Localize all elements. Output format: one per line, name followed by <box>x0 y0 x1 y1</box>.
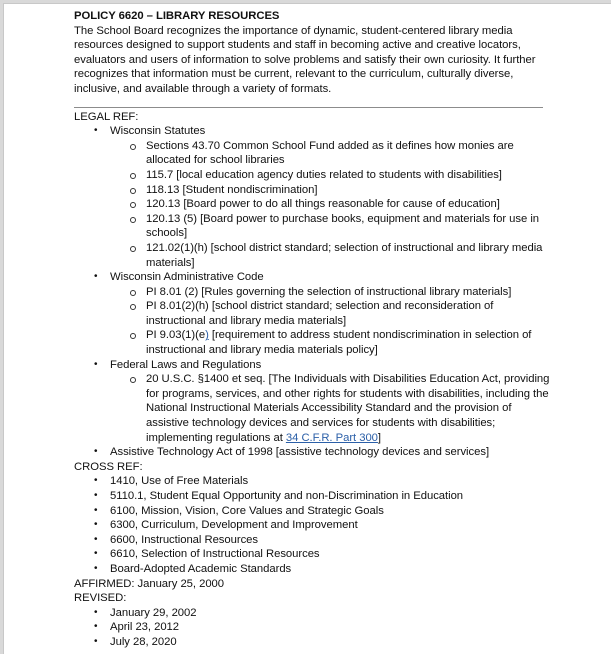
group-label: Federal Laws and Regulations <box>110 358 262 371</box>
cfr-part-300-link[interactable]: 34 C.F.R. Part 300 <box>285 431 378 444</box>
list-item <box>110 212 554 241</box>
affirmed-date: AFFIRMED: January 25, 2000 <box>74 577 225 590</box>
circle-bullet-icon <box>130 144 136 150</box>
list-item-text: 6600, Instructional Resources <box>110 533 259 546</box>
cross-ref-label: CROSS REF: <box>74 460 143 473</box>
legal-ref-group-assistive-tech-act <box>74 445 554 460</box>
list-item-text: 6100, Mission, Vision, Core Values and Strategic Goals <box>110 504 384 517</box>
list-item <box>110 168 554 183</box>
federal-laws-list <box>110 372 554 445</box>
list-item-text: April 23, 2012 <box>110 621 180 634</box>
list-item-text: 5110.1, Student Equal Opportunity and non-Discrimination in Education <box>110 490 464 502</box>
bullet-icon: • <box>94 606 98 618</box>
admin-code-list <box>110 285 554 358</box>
circle-bullet-icon <box>130 173 136 179</box>
group-label: Wisconsin Statutes <box>110 125 206 138</box>
legal-ref-group-wisconsin-admin-code <box>74 270 554 358</box>
bullet-icon: • <box>94 548 98 560</box>
list-item-text: Sections 43.70 Common School Fund added as it defines how monies are allocated for school libraries <box>146 139 514 167</box>
horizontal-rule <box>74 107 543 108</box>
document-content <box>74 9 554 650</box>
list-item-text: [requirement to address student nondiscrimination in selection of instructional and library media materials policy] <box>146 329 532 357</box>
circle-bullet-icon <box>130 333 136 339</box>
list-item <box>74 533 554 548</box>
list-item-text: Board-Adopted Academic Standards <box>110 562 292 575</box>
list-item <box>74 474 554 489</box>
list-item-text: January 29, 2002 <box>110 606 197 619</box>
list-item <box>110 241 554 270</box>
list-item <box>74 489 554 504</box>
revised-list <box>74 606 554 650</box>
list-item <box>74 518 554 533</box>
list-item-text: 115.7 [local education agency duties related to students with disabilities] <box>146 168 502 181</box>
bullet-icon: • <box>94 533 98 545</box>
list-item-text: 120.13 [Board power to do all things reasonable for cause of education] <box>146 198 500 211</box>
revised-label: REVISED: <box>74 592 127 605</box>
list-item <box>74 620 554 635</box>
list-item-text: PI 8.01(2)(h) [school district standard; selection and reconsideration of instructional and library media materials] <box>146 300 494 327</box>
bullet-icon: • <box>94 271 98 283</box>
list-item-text: PI 8.01 (2) [Rules governing the selection of instructional library materials] <box>146 285 512 298</box>
policy-intro: The School Board recognizes the importance of dynamic, student-centered library media resources designed to support students and staff in becoming active and creative locators, evaluators and users of information to solve problems and satisfy their own curiosity. It further recognizes that information must be current, relevant to the curriculum, culturally diverse, inclusive, and available through a variety of formats. <box>74 24 536 95</box>
legal-ref-group-federal-laws <box>74 358 554 446</box>
circle-bullet-icon <box>130 188 136 194</box>
list-item-text: 121.02(1)(h) [school district standard; selection of instructional and library media materials] <box>146 241 543 269</box>
group-label: Assistive Technology Act of 1998 [assistive technology devices and services] <box>110 446 490 459</box>
list-item-text: 6300, Curriculum, Development and Improvement <box>110 519 358 532</box>
legal-ref-label: LEGAL REF: <box>74 110 139 123</box>
list-item-text: 20 U.S.C. §1400 et seq. [The Individuals with Disabilities Education Act, providing for programs, services, and other rights for students with disabilities, including the National Instructional Materials Accessibility Standard and the provision of assistive technology devices and services for students with disabilities; implementing regulations at <box>146 373 550 444</box>
bullet-icon: • <box>94 358 98 370</box>
bullet-icon: • <box>94 125 98 137</box>
list-item-text: 6610, Selection of Instructional Resources <box>110 548 320 561</box>
list-item <box>74 606 554 621</box>
circle-bullet-icon <box>130 217 136 223</box>
list-item <box>74 562 554 577</box>
list-item <box>110 139 554 168</box>
bullet-icon: • <box>94 504 98 516</box>
circle-bullet-icon <box>130 202 136 208</box>
bullet-icon: • <box>94 519 98 531</box>
list-item <box>110 285 554 300</box>
list-item-text: 120.13 (5) [Board power to purchase books, equipment and materials for use in schools] <box>146 212 540 240</box>
list-item-text: 118.13 [Student nondiscrimination] <box>146 183 318 196</box>
legal-ref-group-wisconsin-statutes <box>74 124 554 270</box>
list-item <box>110 299 554 328</box>
bullet-icon: • <box>94 621 98 633</box>
list-item-text: 1410, Use of Free Materials <box>110 475 249 488</box>
circle-bullet-icon <box>130 304 136 310</box>
list-item <box>110 328 554 357</box>
bullet-icon: • <box>94 490 98 501</box>
list-item <box>110 372 554 445</box>
list-item-text: ] <box>377 431 382 444</box>
group-label: Wisconsin Administrative Code <box>110 271 264 284</box>
list-item-text: July 28, 2020 <box>110 635 177 648</box>
bullet-icon: • <box>94 562 98 574</box>
circle-bullet-icon <box>130 377 136 383</box>
bullet-icon: • <box>94 446 98 458</box>
list-item-text: PI 9.03(1)(e <box>146 329 206 342</box>
pi-903-link[interactable]: ) <box>205 329 209 342</box>
list-item <box>74 547 554 562</box>
list-item <box>74 635 554 650</box>
legal-ref-list <box>74 124 554 460</box>
list-item <box>110 183 554 198</box>
statutes-list <box>110 139 554 270</box>
circle-bullet-icon <box>130 290 136 296</box>
bullet-icon: • <box>94 635 98 647</box>
bullet-icon: • <box>94 475 98 487</box>
policy-title: POLICY 6620 – LIBRARY RESOURCES <box>74 10 280 22</box>
list-item <box>74 504 554 519</box>
document-page <box>3 3 611 654</box>
circle-bullet-icon <box>130 246 136 252</box>
list-item <box>110 197 554 212</box>
cross-ref-list <box>74 474 554 576</box>
